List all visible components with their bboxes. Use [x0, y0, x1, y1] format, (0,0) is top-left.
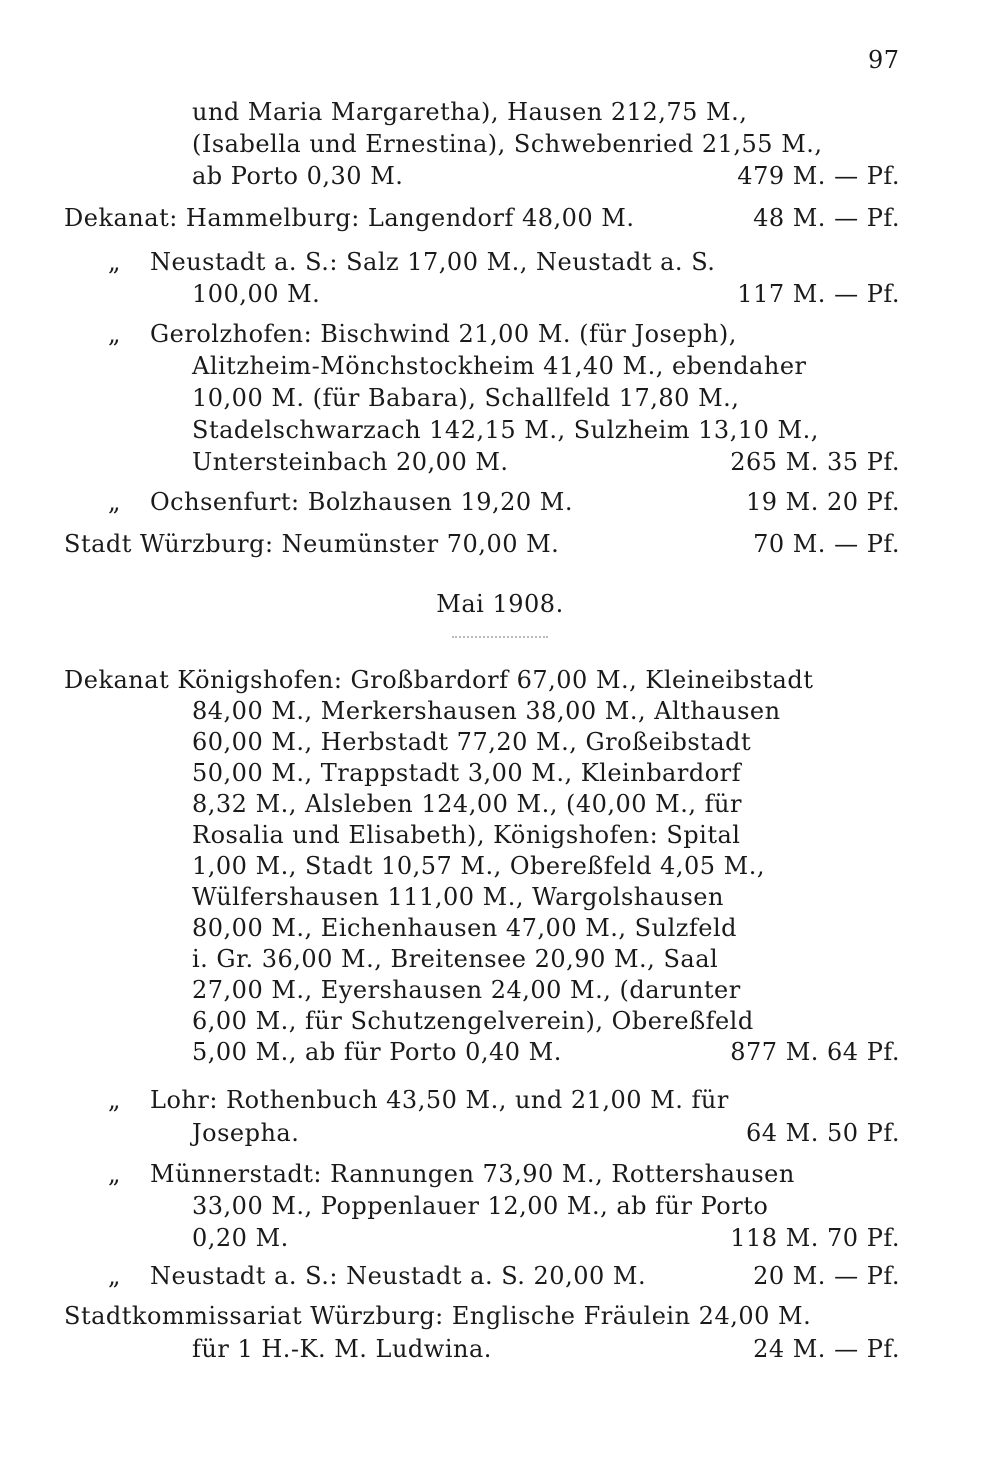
entry-line: Neustadt a. S.: Neustadt a. S. 20,00 M.: [150, 1262, 647, 1290]
entry-line: Ochsenfurt: Bolzhausen 19,20 M.: [150, 488, 573, 516]
ditto-mark: „: [108, 248, 121, 276]
entry-line: 84,00 M., Merkershausen 38,00 M., Althausen: [192, 697, 781, 725]
entry-line: Rosalia und Elisabeth), Königshofen: Spital: [192, 821, 741, 849]
entry-amount: 479 M. — Pf.: [737, 162, 900, 190]
ditto-mark: „: [108, 1160, 121, 1188]
entry-line: Münnerstadt: Rannungen 73,90 M., Rottershausen: [150, 1160, 795, 1188]
entry-amount: 265 M. 35 Pf.: [730, 448, 900, 476]
entry-amount: 877 M. 64 Pf.: [730, 1038, 900, 1066]
entry-line: Stadtkommissariat Würzburg: Englische Fräulein 24,00 M.: [64, 1302, 812, 1330]
entry-line: 0,20 M.: [192, 1224, 289, 1252]
divider: [452, 636, 548, 638]
entry-line: 5,00 M., ab für Porto 0,40 M.: [192, 1038, 562, 1066]
entry-line: 80,00 M., Eichenhausen 47,00 M., Sulzfeld: [192, 914, 738, 942]
entry-line: ab Porto 0,30 M.: [192, 162, 404, 190]
entry-amount: 70 M. — Pf.: [753, 530, 900, 558]
entry-line: 33,00 M., Poppenlauer 12,00 M., ab für Porto: [192, 1192, 769, 1220]
ditto-mark: „: [108, 1262, 121, 1290]
entry-line: 6,00 M., für Schutzengelverein), Obereßfeld: [192, 1007, 754, 1035]
entry-amount: 19 M. 20 Pf.: [746, 488, 900, 516]
entry-line: für 1 H.-K. M. Ludwina.: [192, 1335, 492, 1363]
entry-amount: 20 M. — Pf.: [753, 1262, 900, 1290]
entry-amount: 48 M. — Pf.: [753, 204, 900, 232]
entry-line: Alitzheim-Mönchstockheim 41,40 M., ebendaher: [192, 352, 807, 380]
entry-line: i. Gr. 36,00 M., Breitensee 20,90 M., Saal: [192, 945, 719, 973]
ditto-mark: „: [108, 488, 121, 516]
entry-line: Josepha.: [192, 1119, 300, 1147]
entry-line: (Isabella und Ernestina), Schwebenried 21,55 M.,: [192, 130, 823, 158]
entry-line: 10,00 M. (für Babara), Schallfeld 17,80 M.,: [192, 384, 740, 412]
entry-amount: 64 M. 50 Pf.: [746, 1119, 900, 1147]
entry-amount: 118 M. 70 Pf.: [730, 1224, 900, 1252]
entry-line: 50,00 M., Trappstadt 3,00 M., Kleinbardorf: [192, 759, 741, 787]
entry-amount: 24 M. — Pf.: [753, 1335, 900, 1363]
entry-line: 8,32 M., Alsleben 124,00 M., (40,00 M., für: [192, 790, 742, 818]
entry-line: Dekanat: Hammelburg: Langendorf 48,00 M.: [64, 204, 635, 232]
entry-line: Gerolzhofen: Bischwind 21,00 M. (für Joseph),: [150, 320, 737, 348]
entry-line: Stadelschwarzach 142,15 M., Sulzheim 13,10 M.,: [192, 416, 819, 444]
ditto-mark: „: [108, 320, 121, 348]
entry-line: Lohr: Rothenbuch 43,50 M., und 21,00 M. für: [150, 1086, 729, 1114]
page-number: 97: [868, 46, 900, 74]
entry-line: 60,00 M., Herbstadt 77,20 M., Großeibstadt: [192, 728, 752, 756]
entry-line: Untersteinbach 20,00 M.: [192, 448, 509, 476]
entry-line: 1,00 M., Stadt 10,57 M., Obereßfeld 4,05 M.,: [192, 852, 765, 880]
entry-line: 100,00 M.: [192, 280, 321, 308]
entry-line: Neustadt a. S.: Salz 17,00 M., Neustadt a. S.: [150, 248, 716, 276]
entry-line: Wülfershausen 111,00 M., Wargolshausen: [192, 883, 724, 911]
entry-line: und Maria Margaretha), Hausen 212,75 M.,: [192, 98, 748, 126]
month-heading: Mai 1908.: [436, 590, 564, 618]
ditto-mark: „: [108, 1086, 121, 1114]
entry-line: 27,00 M., Eyershausen 24,00 M., (darunter: [192, 976, 741, 1004]
entry-amount: 117 M. — Pf.: [737, 280, 900, 308]
entry-line: Stadt Würzburg: Neumünster 70,00 M.: [64, 530, 560, 558]
entry-line: Dekanat Königshofen: Großbardorf 67,00 M., Kleineibstadt: [64, 666, 814, 694]
